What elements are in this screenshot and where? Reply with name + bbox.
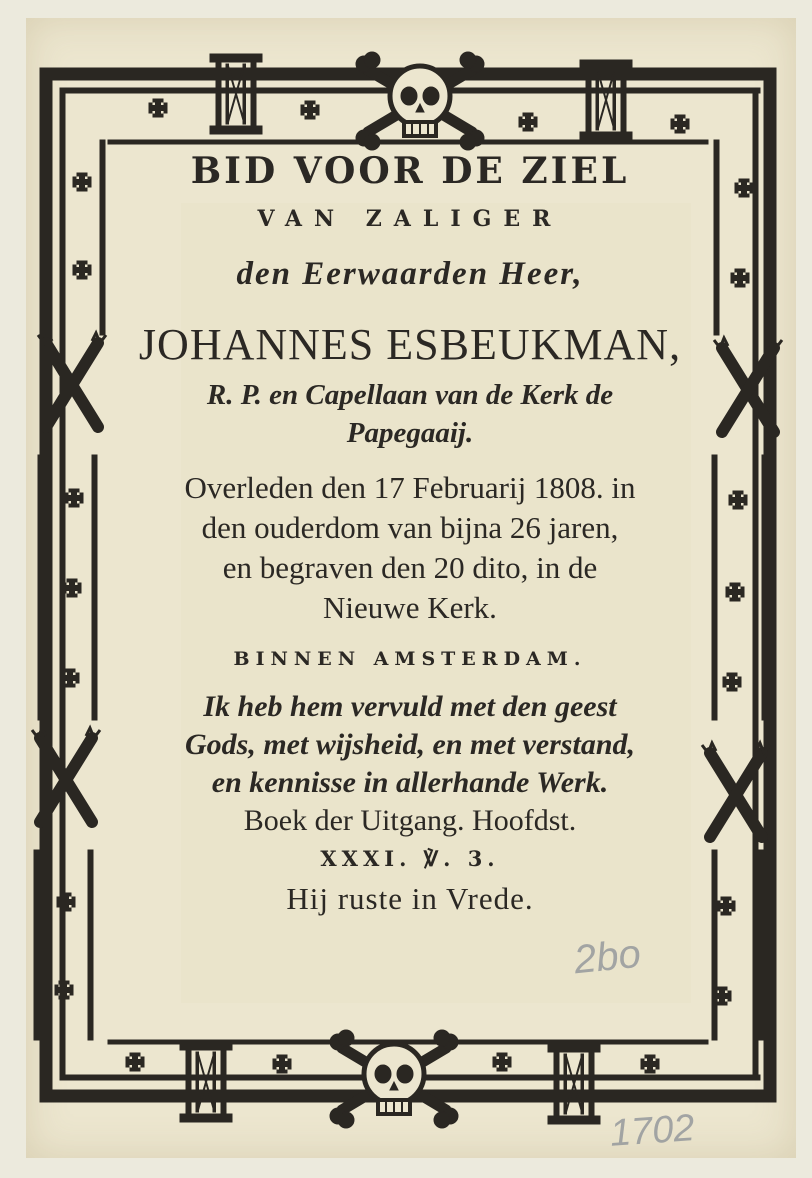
heading: BID VOOR DE ZIEL: [190, 150, 630, 192]
subheading: VAN ZALIGER: [257, 206, 563, 232]
title-line-2: Papegaaij.: [346, 417, 474, 449]
honorific: den Eerwaarden Heer,: [236, 256, 584, 292]
death-line-4: Nieuwe Kerk.: [323, 590, 497, 625]
verse-line-3: en kennisse in allerhande Werk.: [211, 766, 609, 799]
death-line-2: den ouderdom van bijna 26 jaren,: [201, 510, 619, 545]
pencil-mark-2: 1702: [608, 1107, 696, 1155]
pencil-mark-1: 2bo: [571, 931, 643, 983]
closing: Hij ruste in Vrede.: [286, 881, 534, 916]
source-line-2: XXXI. ℣. 3.: [320, 846, 500, 871]
place: BINNEN AMSTERDAM.: [233, 648, 587, 670]
title-line-1: R. P. en Capellaan van de Kerk de: [206, 379, 614, 411]
verse-line-2: Gods, met wijsheid, en met verstand,: [185, 728, 635, 761]
source-line-1: Boek der Uitgang. Hoofdst.: [243, 804, 577, 837]
card-text: [100, 140, 720, 917]
verse-line-1: Ik heb hem vervuld met den geest: [203, 690, 617, 723]
deceased-name: JOHANNES ESBEUKMAN,: [138, 320, 682, 369]
death-line-3: en begraven den 20 dito, in de: [222, 550, 598, 585]
death-line-1: Overleden den 17 Februarij 1808. in: [184, 470, 636, 505]
